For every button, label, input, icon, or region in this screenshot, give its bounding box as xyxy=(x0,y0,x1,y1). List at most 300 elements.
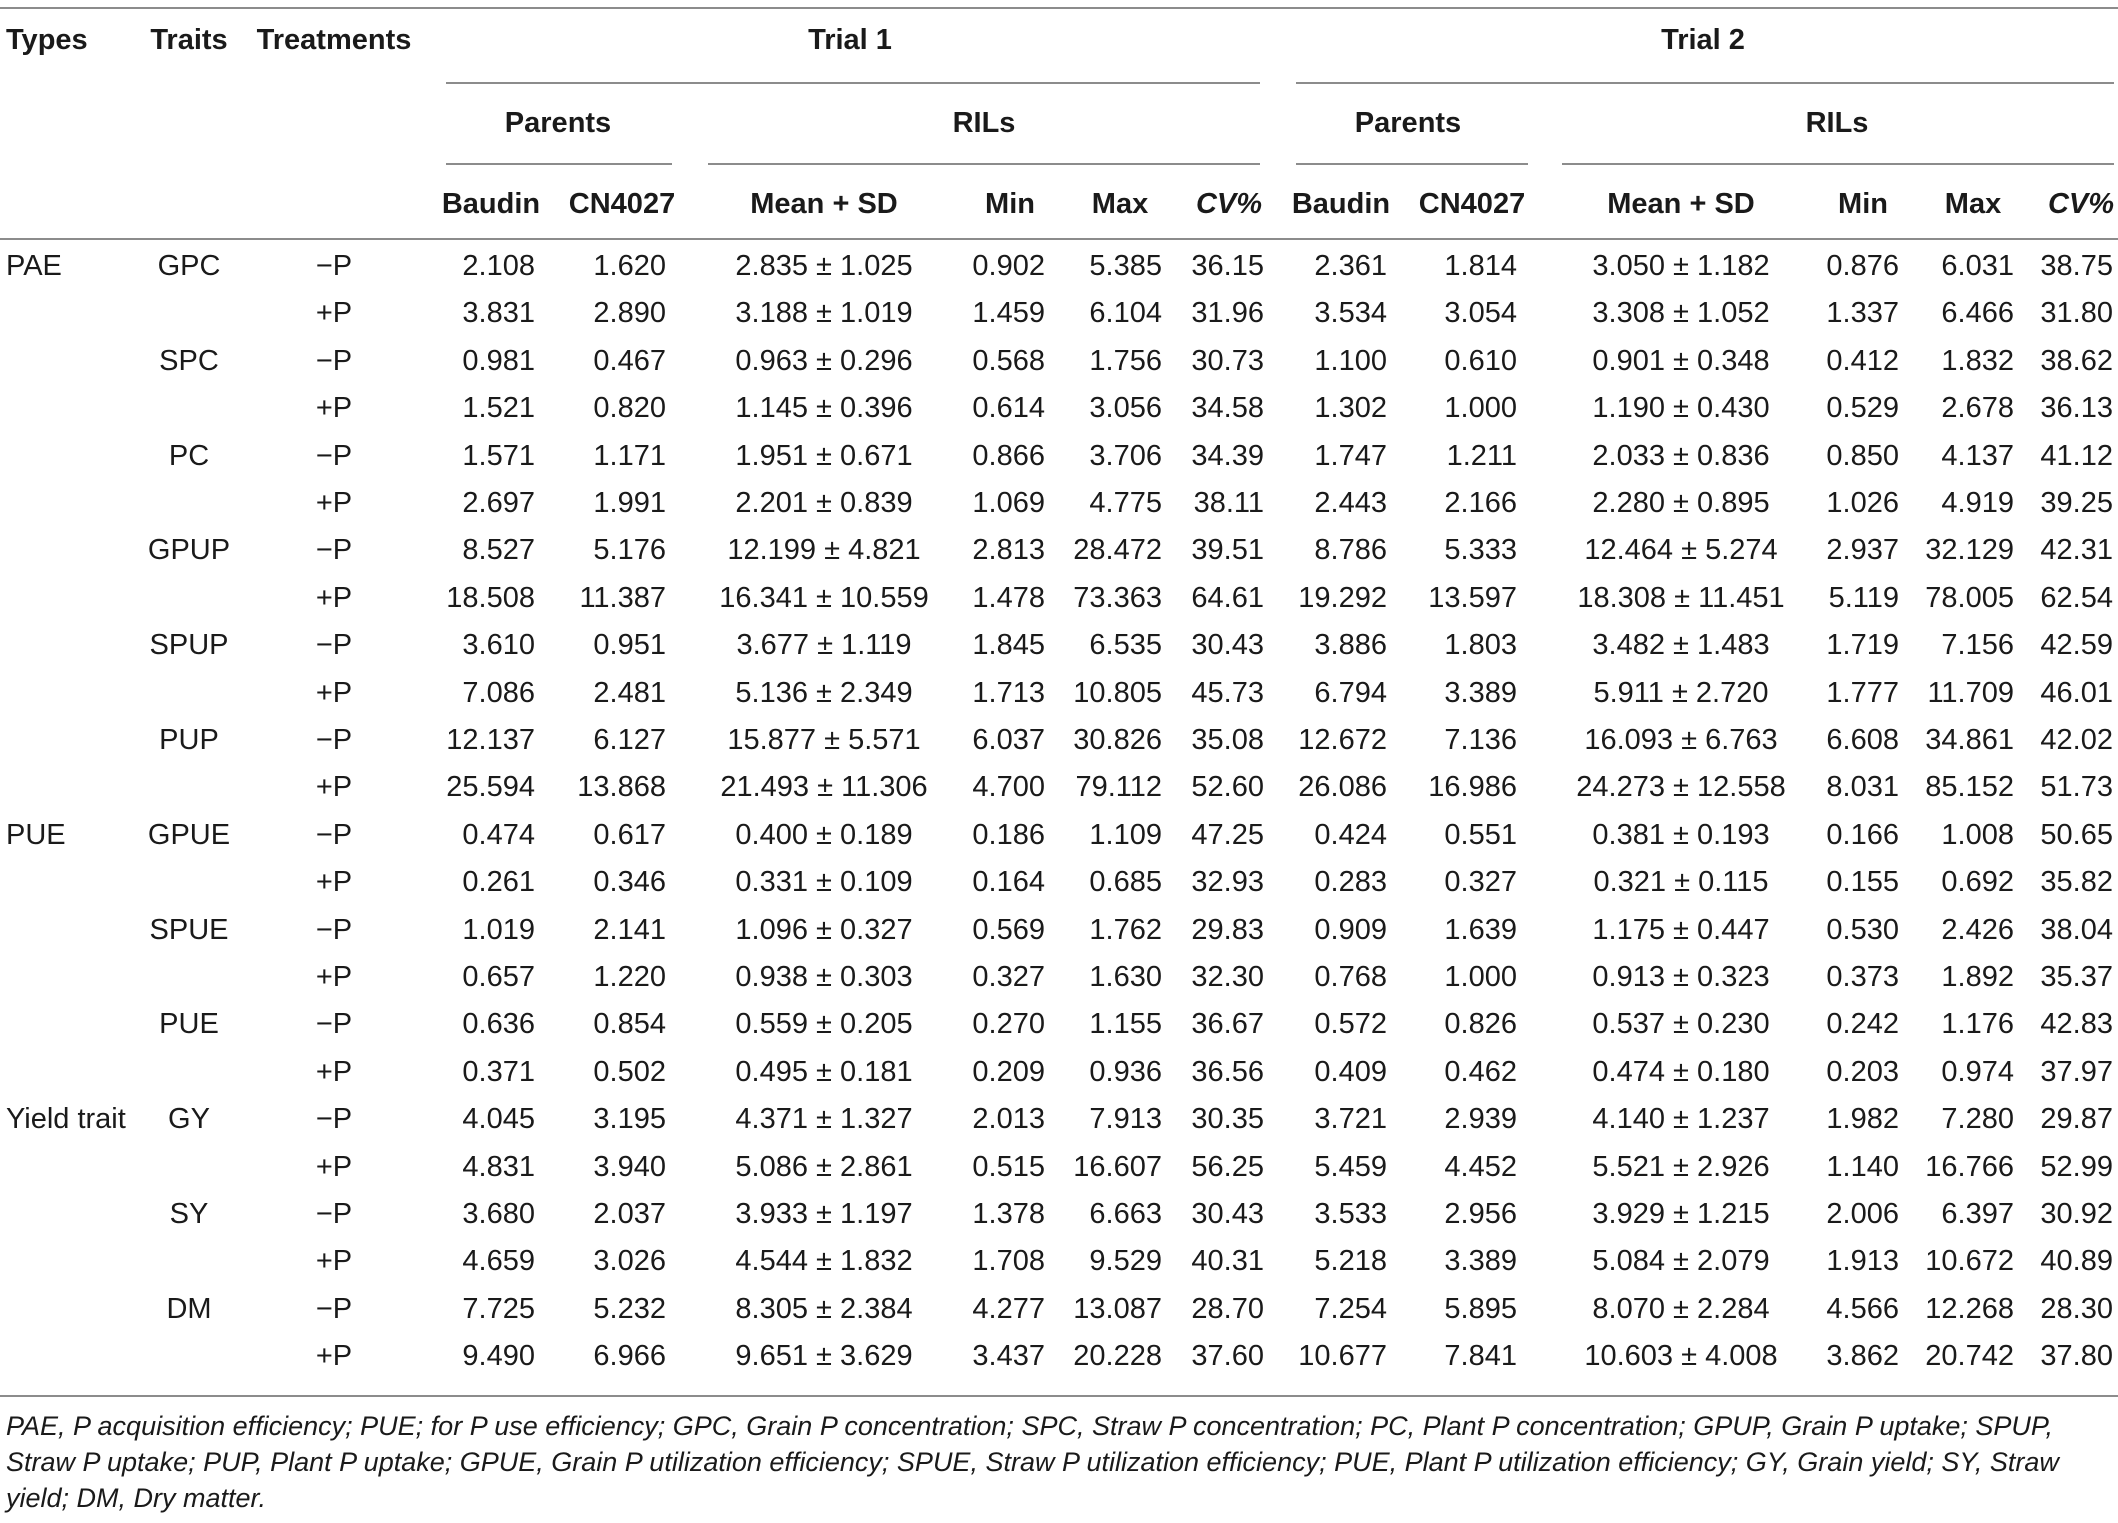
cv-t2-cell: 41.12 xyxy=(2040,439,2113,472)
cn4027-t2-cell: 2.956 xyxy=(1444,1198,1517,1230)
trial-1-rule xyxy=(446,82,1260,84)
table-row xyxy=(0,1198,2118,1245)
max-t2-cell: 2.678 xyxy=(1941,392,2014,425)
cv-t1-cell: 34.58 xyxy=(1191,392,1264,425)
header-min-trial-2: Min xyxy=(1838,188,1888,220)
baudin-t1-cell: 9.490 xyxy=(462,1340,535,1373)
min-t1-cell: 1.713 xyxy=(972,676,1045,709)
cn4027-t1-cell: 1.620 xyxy=(593,250,666,282)
min-t2-cell: 3.862 xyxy=(1826,1340,1899,1373)
trial-2-rule xyxy=(1296,82,2114,84)
baudin-t2-cell: 5.459 xyxy=(1314,1150,1387,1183)
cn4027-t2-cell: 5.333 xyxy=(1444,534,1517,567)
baudin-t2-cell: 6.794 xyxy=(1314,676,1387,709)
header-cv-trial-2: CV% xyxy=(2047,188,2115,220)
cv-t2-cell: 38.75 xyxy=(2040,250,2113,282)
baudin-t1-cell: 0.981 xyxy=(462,344,535,377)
table-bottom-rule xyxy=(0,1395,2118,1397)
cn4027-t1-cell: 2.037 xyxy=(593,1198,666,1230)
baudin-t2-cell: 1.302 xyxy=(1314,392,1387,425)
max-t2-cell: 16.766 xyxy=(1925,1150,2014,1183)
max-t2-cell: 1.892 xyxy=(1941,961,2014,993)
max-t1-cell: 0.936 xyxy=(1089,1055,1162,1088)
header-cn4027-trial-2: CN4027 xyxy=(1418,188,1526,220)
table-row xyxy=(0,487,2118,534)
baudin-t2-cell: 19.292 xyxy=(1298,581,1387,614)
cv-t1-cell: 30.73 xyxy=(1191,344,1264,377)
treatment-cell: +P xyxy=(315,1245,353,1278)
cn4027-t1-cell: 5.176 xyxy=(593,534,666,567)
mean-sd-t1-cell: 0.963 ± 0.296 xyxy=(735,344,913,377)
min-t1-cell: 0.270 xyxy=(972,1008,1045,1041)
cv-t2-cell: 28.30 xyxy=(2040,1292,2113,1325)
min-t2-cell: 1.026 xyxy=(1826,487,1899,519)
table-top-rule xyxy=(0,7,2118,9)
cv-t1-cell: 47.25 xyxy=(1191,818,1264,851)
treatment-cell: −P xyxy=(315,1198,353,1230)
mean-sd-t1-cell: 0.559 ± 0.205 xyxy=(735,1008,913,1041)
mean-sd-t1-cell: 0.938 ± 0.303 xyxy=(735,961,913,993)
cn4027-t1-cell: 1.991 xyxy=(593,487,666,519)
min-t1-cell: 0.515 xyxy=(972,1150,1045,1183)
mean-sd-t2-cell: 0.474 ± 0.180 xyxy=(1592,1055,1770,1088)
table-row xyxy=(0,297,2118,344)
cv-t1-cell: 37.60 xyxy=(1191,1340,1264,1373)
baudin-t1-cell: 7.086 xyxy=(462,676,535,709)
cv-t2-cell: 37.97 xyxy=(2040,1055,2113,1088)
baudin-t1-cell: 2.697 xyxy=(462,487,535,519)
max-t1-cell: 10.805 xyxy=(1073,676,1162,709)
cv-t2-cell: 42.83 xyxy=(2040,1008,2113,1041)
max-t1-cell: 73.363 xyxy=(1073,581,1162,614)
cn4027-t1-cell: 1.220 xyxy=(593,961,666,993)
treatment-cell: −P xyxy=(315,913,353,946)
rils-trial-1-rule xyxy=(708,163,1260,165)
cv-t1-cell: 34.39 xyxy=(1191,439,1264,472)
cv-t1-cell: 40.31 xyxy=(1191,1245,1264,1278)
mean-sd-t2-cell: 8.070 ± 2.284 xyxy=(1592,1292,1770,1325)
max-t2-cell: 78.005 xyxy=(1925,581,2014,614)
min-t2-cell: 0.203 xyxy=(1826,1055,1899,1088)
mean-sd-t2-cell: 3.050 ± 1.182 xyxy=(1592,250,1770,282)
table-row xyxy=(0,1008,2118,1055)
header-trial-1: Trial 1 xyxy=(808,24,892,56)
mean-sd-t2-cell: 5.521 ± 2.926 xyxy=(1592,1150,1770,1183)
cv-t1-cell: 52.60 xyxy=(1191,771,1264,804)
min-t2-cell: 5.119 xyxy=(1828,581,1899,614)
table-row xyxy=(0,1056,2118,1103)
max-t1-cell: 28.472 xyxy=(1073,534,1162,567)
max-t1-cell: 6.663 xyxy=(1089,1198,1162,1230)
mean-sd-t2-cell: 0.321 ± 0.115 xyxy=(1593,866,1769,899)
header-cn4027-trial-1: CN4027 xyxy=(568,188,676,220)
baudin-t2-cell: 3.886 xyxy=(1314,629,1387,662)
mean-sd-t1-cell: 1.145 ± 0.396 xyxy=(735,392,913,425)
baudin-t2-cell: 26.086 xyxy=(1298,771,1387,804)
baudin-t1-cell: 4.659 xyxy=(462,1245,535,1278)
table-row xyxy=(0,771,2118,818)
header-max-trial-1: Max xyxy=(1091,188,1149,220)
mean-sd-t1-cell: 4.371 ± 1.327 xyxy=(735,1103,913,1136)
max-t1-cell: 30.826 xyxy=(1073,724,1162,756)
table-row xyxy=(0,1293,2118,1340)
cv-t2-cell: 50.65 xyxy=(2040,818,2113,851)
min-t2-cell: 1.982 xyxy=(1826,1103,1899,1136)
trait-cell: SPUE xyxy=(149,913,229,946)
table-row xyxy=(0,440,2118,487)
header-treatments: Treatments xyxy=(256,24,412,56)
cn4027-t2-cell: 0.551 xyxy=(1444,818,1517,851)
min-t2-cell: 8.031 xyxy=(1826,771,1899,804)
header-baudin-trial-2: Baudin xyxy=(1291,188,1391,220)
cn4027-t2-cell: 13.597 xyxy=(1428,581,1517,614)
cn4027-t2-cell: 3.389 xyxy=(1444,1245,1517,1278)
min-t1-cell: 0.209 xyxy=(972,1055,1045,1088)
cv-t1-cell: 38.11 xyxy=(1193,487,1264,519)
header-mean-sd-trial-2: Mean + SD xyxy=(1607,188,1755,220)
mean-sd-t2-cell: 12.464 ± 5.274 xyxy=(1584,534,1778,567)
table-row xyxy=(0,1151,2118,1198)
mean-sd-t1-cell: 1.096 ± 0.327 xyxy=(735,913,913,946)
mean-sd-t1-cell: 2.835 ± 1.025 xyxy=(735,250,913,282)
min-t1-cell: 0.186 xyxy=(972,818,1045,851)
header-max-trial-2: Max xyxy=(1944,188,2002,220)
cn4027-t2-cell: 16.986 xyxy=(1428,771,1517,804)
table-row xyxy=(0,534,2118,581)
baudin-t1-cell: 3.831 xyxy=(462,297,535,330)
header-baudin-trial-1: Baudin xyxy=(441,188,541,220)
min-t1-cell: 1.378 xyxy=(972,1198,1045,1230)
header-parents-trial-1: Parents xyxy=(504,107,612,139)
cv-t1-cell: 36.56 xyxy=(1191,1055,1264,1088)
table-row xyxy=(0,582,2118,629)
cn4027-t2-cell: 1.000 xyxy=(1444,961,1517,993)
max-t2-cell: 12.268 xyxy=(1925,1292,2014,1325)
min-t1-cell: 4.277 xyxy=(972,1292,1045,1325)
min-t1-cell: 0.614 xyxy=(972,392,1045,425)
cv-t2-cell: 35.37 xyxy=(2040,961,2113,993)
table-row xyxy=(0,1103,2118,1150)
baudin-t2-cell: 0.909 xyxy=(1314,913,1387,946)
mean-sd-t2-cell: 24.273 ± 12.558 xyxy=(1576,771,1786,804)
baudin-t1-cell: 2.108 xyxy=(462,250,535,282)
baudin-t1-cell: 0.371 xyxy=(462,1055,535,1088)
max-t2-cell: 1.832 xyxy=(1941,344,2014,377)
mean-sd-t1-cell: 12.199 ± 4.821 xyxy=(727,534,921,567)
mean-sd-t2-cell: 3.482 ± 1.483 xyxy=(1592,629,1770,662)
type-cell: PUE xyxy=(6,818,66,851)
mean-sd-t1-cell: 2.201 ± 0.839 xyxy=(735,487,913,519)
header-rils-trial-2: RILs xyxy=(1805,107,1869,139)
table-row xyxy=(0,914,2118,961)
cv-t1-cell: 32.93 xyxy=(1191,866,1264,899)
cn4027-t1-cell: 2.890 xyxy=(593,297,666,330)
mean-sd-t1-cell: 8.305 ± 2.384 xyxy=(735,1292,913,1325)
cn4027-t2-cell: 1.814 xyxy=(1444,250,1517,282)
cn4027-t1-cell: 0.346 xyxy=(593,866,666,899)
min-t1-cell: 2.813 xyxy=(972,534,1045,567)
mean-sd-t1-cell: 0.400 ± 0.189 xyxy=(735,818,913,851)
max-t1-cell: 1.109 xyxy=(1089,818,1162,851)
min-t2-cell: 0.412 xyxy=(1826,344,1899,377)
treatment-cell: −P xyxy=(315,250,353,282)
min-t1-cell: 2.013 xyxy=(972,1103,1045,1136)
trait-cell: GPUP xyxy=(147,534,231,567)
header-mean-sd-trial-1: Mean + SD xyxy=(750,188,898,220)
max-t1-cell: 1.630 xyxy=(1089,961,1162,993)
mean-sd-t2-cell: 4.140 ± 1.237 xyxy=(1592,1103,1770,1136)
max-t2-cell: 11.709 xyxy=(1927,676,2014,709)
table-row xyxy=(0,345,2118,392)
cn4027-t1-cell: 13.868 xyxy=(577,771,666,804)
min-t1-cell: 6.037 xyxy=(972,724,1045,756)
baudin-t2-cell: 8.786 xyxy=(1314,534,1387,567)
min-t2-cell: 2.006 xyxy=(1826,1198,1899,1230)
treatment-cell: +P xyxy=(315,961,353,993)
trait-cell: SPUP xyxy=(149,629,229,662)
treatment-cell: −P xyxy=(315,1103,353,1136)
min-t1-cell: 0.902 xyxy=(972,250,1045,282)
max-t2-cell: 85.152 xyxy=(1925,771,2014,804)
baudin-t1-cell: 0.261 xyxy=(462,866,535,899)
treatment-cell: +P xyxy=(315,1055,353,1088)
min-t2-cell: 0.876 xyxy=(1826,250,1899,282)
parents-trial-2-rule xyxy=(1296,163,1528,165)
baudin-t1-cell: 12.137 xyxy=(446,724,535,756)
cv-t1-cell: 32.30 xyxy=(1191,961,1264,993)
cv-t1-cell: 39.51 xyxy=(1191,534,1264,567)
min-t2-cell: 1.913 xyxy=(1826,1245,1899,1278)
max-t1-cell: 1.155 xyxy=(1089,1008,1162,1041)
min-t2-cell: 0.530 xyxy=(1826,913,1899,946)
baudin-t2-cell: 0.768 xyxy=(1314,961,1387,993)
max-t2-cell: 4.137 xyxy=(1941,439,2014,472)
max-t1-cell: 20.228 xyxy=(1073,1340,1162,1373)
min-t2-cell: 1.337 xyxy=(1826,297,1899,330)
cv-t2-cell: 42.02 xyxy=(2040,724,2113,756)
cv-t2-cell: 29.87 xyxy=(2040,1103,2113,1136)
cn4027-t1-cell: 2.141 xyxy=(593,913,666,946)
cv-t1-cell: 30.43 xyxy=(1191,1198,1264,1230)
table-row xyxy=(0,629,2118,676)
mean-sd-t1-cell: 5.086 ± 2.861 xyxy=(735,1150,913,1183)
baudin-t1-cell: 18.508 xyxy=(446,581,535,614)
baudin-t2-cell: 1.747 xyxy=(1314,439,1387,472)
header-rils-trial-1: RILs xyxy=(952,107,1016,139)
table-row xyxy=(0,392,2118,439)
min-t2-cell: 0.166 xyxy=(1826,818,1899,851)
min-t1-cell: 0.568 xyxy=(972,344,1045,377)
table-row xyxy=(0,819,2118,866)
trait-cell: SPC xyxy=(159,344,219,377)
parents-trial-1-rule xyxy=(446,163,672,165)
baudin-t2-cell: 1.100 xyxy=(1314,344,1387,377)
cn4027-t2-cell: 0.462 xyxy=(1444,1055,1517,1088)
treatment-cell: +P xyxy=(315,771,353,804)
mean-sd-t1-cell: 5.136 ± 2.349 xyxy=(735,676,913,709)
baudin-t2-cell: 12.672 xyxy=(1298,724,1387,756)
baudin-t1-cell: 3.680 xyxy=(462,1198,535,1230)
cv-t1-cell: 45.73 xyxy=(1191,676,1264,709)
cn4027-t2-cell: 7.841 xyxy=(1444,1340,1517,1373)
baudin-t1-cell: 4.045 xyxy=(462,1103,535,1136)
table-row xyxy=(0,961,2118,1008)
cn4027-t1-cell: 5.232 xyxy=(593,1292,666,1325)
cv-t2-cell: 38.04 xyxy=(2040,913,2113,946)
min-t2-cell: 0.155 xyxy=(1826,866,1899,899)
max-t1-cell: 4.775 xyxy=(1089,487,1162,519)
mean-sd-t2-cell: 18.308 ± 11.451 xyxy=(1577,581,1785,614)
table-row xyxy=(0,866,2118,913)
mean-sd-t1-cell: 4.544 ± 1.832 xyxy=(735,1245,913,1278)
cv-t2-cell: 42.31 xyxy=(2040,534,2113,567)
cn4027-t2-cell: 1.211 xyxy=(1446,439,1517,472)
max-t1-cell: 16.607 xyxy=(1073,1150,1162,1183)
mean-sd-t1-cell: 9.651 ± 3.629 xyxy=(735,1340,913,1373)
treatment-cell: −P xyxy=(315,344,353,377)
cn4027-t1-cell: 0.467 xyxy=(593,344,666,377)
baudin-t2-cell: 10.677 xyxy=(1298,1340,1387,1373)
cv-t1-cell: 36.15 xyxy=(1191,250,1264,282)
min-t2-cell: 0.850 xyxy=(1826,439,1899,472)
mean-sd-t1-cell: 0.495 ± 0.181 xyxy=(735,1055,913,1088)
mean-sd-t1-cell: 21.493 ± 11.306 xyxy=(720,771,928,804)
cn4027-t1-cell: 3.026 xyxy=(593,1245,666,1278)
treatment-cell: −P xyxy=(315,439,353,472)
cv-t1-cell: 30.35 xyxy=(1191,1103,1264,1136)
mean-sd-t2-cell: 10.603 ± 4.008 xyxy=(1584,1340,1778,1373)
cn4027-t1-cell: 1.171 xyxy=(593,439,666,472)
header-trial-2: Trial 2 xyxy=(1661,24,1745,56)
min-t2-cell: 0.373 xyxy=(1826,961,1899,993)
cv-t2-cell: 40.89 xyxy=(2040,1245,2113,1278)
mean-sd-t2-cell: 3.308 ± 1.052 xyxy=(1592,297,1770,330)
cv-t2-cell: 39.25 xyxy=(2040,487,2113,519)
cn4027-t2-cell: 3.389 xyxy=(1444,676,1517,709)
header-parents-trial-2: Parents xyxy=(1354,107,1462,139)
cv-t2-cell: 35.82 xyxy=(2040,866,2113,899)
max-t2-cell: 6.397 xyxy=(1941,1198,2014,1230)
treatment-cell: +P xyxy=(315,392,353,425)
cv-t2-cell: 36.13 xyxy=(2040,392,2113,425)
max-t1-cell: 79.112 xyxy=(1075,771,1162,804)
min-t2-cell: 6.608 xyxy=(1826,724,1899,756)
table-row xyxy=(0,1340,2118,1387)
max-t1-cell: 9.529 xyxy=(1089,1245,1162,1278)
min-t1-cell: 0.866 xyxy=(972,439,1045,472)
cv-t2-cell: 52.99 xyxy=(2040,1150,2113,1183)
max-t2-cell: 34.861 xyxy=(1925,724,2014,756)
cv-t1-cell: 31.96 xyxy=(1191,297,1264,330)
max-t2-cell: 4.919 xyxy=(1941,487,2014,519)
trait-cell: GY xyxy=(168,1103,210,1136)
baudin-t2-cell: 0.572 xyxy=(1314,1008,1387,1041)
cn4027-t2-cell: 2.166 xyxy=(1444,487,1517,519)
min-t1-cell: 4.700 xyxy=(972,771,1045,804)
cv-t1-cell: 30.43 xyxy=(1191,629,1264,662)
treatment-cell: −P xyxy=(315,629,353,662)
max-t1-cell: 0.685 xyxy=(1089,866,1162,899)
max-t1-cell: 1.756 xyxy=(1089,344,1162,377)
min-t1-cell: 1.459 xyxy=(972,297,1045,330)
max-t2-cell: 32.129 xyxy=(1925,534,2014,567)
baudin-t1-cell: 7.725 xyxy=(462,1292,535,1325)
cn4027-t1-cell: 11.387 xyxy=(579,581,666,614)
mean-sd-t2-cell: 1.190 ± 0.430 xyxy=(1592,392,1770,425)
trait-cell: PUP xyxy=(159,724,219,756)
trait-cell: PUE xyxy=(159,1008,219,1041)
max-t1-cell: 3.056 xyxy=(1089,392,1162,425)
max-t1-cell: 3.706 xyxy=(1089,439,1162,472)
cn4027-t1-cell: 3.940 xyxy=(593,1150,666,1183)
baudin-t1-cell: 25.594 xyxy=(446,771,535,804)
max-t2-cell: 1.008 xyxy=(1941,818,2014,851)
mean-sd-t1-cell: 16.341 ± 10.559 xyxy=(719,581,929,614)
treatment-cell: +P xyxy=(315,866,353,899)
treatment-cell: +P xyxy=(315,487,353,519)
mean-sd-t1-cell: 0.331 ± 0.109 xyxy=(735,866,913,899)
cv-t1-cell: 56.25 xyxy=(1191,1150,1264,1183)
baudin-t1-cell: 3.610 xyxy=(462,629,535,662)
max-t1-cell: 6.535 xyxy=(1089,629,1162,662)
cv-t1-cell: 28.70 xyxy=(1191,1292,1264,1325)
rils-trial-2-rule xyxy=(1562,163,2114,165)
baudin-t1-cell: 1.521 xyxy=(462,392,535,425)
type-cell: Yield trait xyxy=(6,1103,126,1136)
treatment-cell: +P xyxy=(315,581,353,614)
cn4027-t2-cell: 5.895 xyxy=(1444,1292,1517,1325)
baudin-t1-cell: 0.474 xyxy=(462,818,535,851)
baudin-t1-cell: 8.527 xyxy=(462,534,535,567)
treatment-cell: −P xyxy=(315,1008,353,1041)
cv-t1-cell: 35.08 xyxy=(1191,724,1264,756)
baudin-t2-cell: 2.443 xyxy=(1314,487,1387,519)
mean-sd-t1-cell: 3.933 ± 1.197 xyxy=(735,1198,913,1230)
min-t2-cell: 4.566 xyxy=(1826,1292,1899,1325)
max-t1-cell: 13.087 xyxy=(1073,1292,1162,1325)
cv-t1-cell: 64.61 xyxy=(1191,581,1264,614)
trait-cell: PC xyxy=(168,439,210,472)
cn4027-t1-cell: 3.195 xyxy=(593,1103,666,1136)
mean-sd-t2-cell: 0.913 ± 0.323 xyxy=(1592,961,1770,993)
mean-sd-t1-cell: 3.188 ± 1.019 xyxy=(735,297,913,330)
mean-sd-t2-cell: 0.537 ± 0.230 xyxy=(1592,1008,1770,1041)
baudin-t2-cell: 3.721 xyxy=(1314,1103,1387,1136)
cv-t2-cell: 31.80 xyxy=(2040,297,2113,330)
cn4027-t1-cell: 6.966 xyxy=(593,1340,666,1373)
max-t1-cell: 5.385 xyxy=(1089,250,1162,282)
max-t2-cell: 6.466 xyxy=(1941,297,2014,330)
cv-t2-cell: 38.62 xyxy=(2040,344,2113,377)
min-t1-cell: 0.327 xyxy=(972,961,1045,993)
cn4027-t2-cell: 3.054 xyxy=(1444,297,1517,330)
cn4027-t2-cell: 1.000 xyxy=(1444,392,1517,425)
cn4027-t1-cell: 6.127 xyxy=(593,724,666,756)
cn4027-t2-cell: 1.803 xyxy=(1444,629,1517,662)
table-row xyxy=(0,677,2118,724)
trait-cell: GPUE xyxy=(147,818,231,851)
treatment-cell: +P xyxy=(315,676,353,709)
min-t2-cell: 1.777 xyxy=(1826,676,1899,709)
max-t2-cell: 2.426 xyxy=(1941,913,2014,946)
treatment-cell: −P xyxy=(315,724,353,756)
cv-t2-cell: 30.92 xyxy=(2040,1198,2113,1230)
max-t2-cell: 6.031 xyxy=(1941,250,2014,282)
min-t1-cell: 1.845 xyxy=(972,629,1045,662)
min-t2-cell: 1.140 xyxy=(1826,1150,1899,1183)
min-t2-cell: 0.529 xyxy=(1826,392,1899,425)
baudin-t1-cell: 0.636 xyxy=(462,1008,535,1041)
